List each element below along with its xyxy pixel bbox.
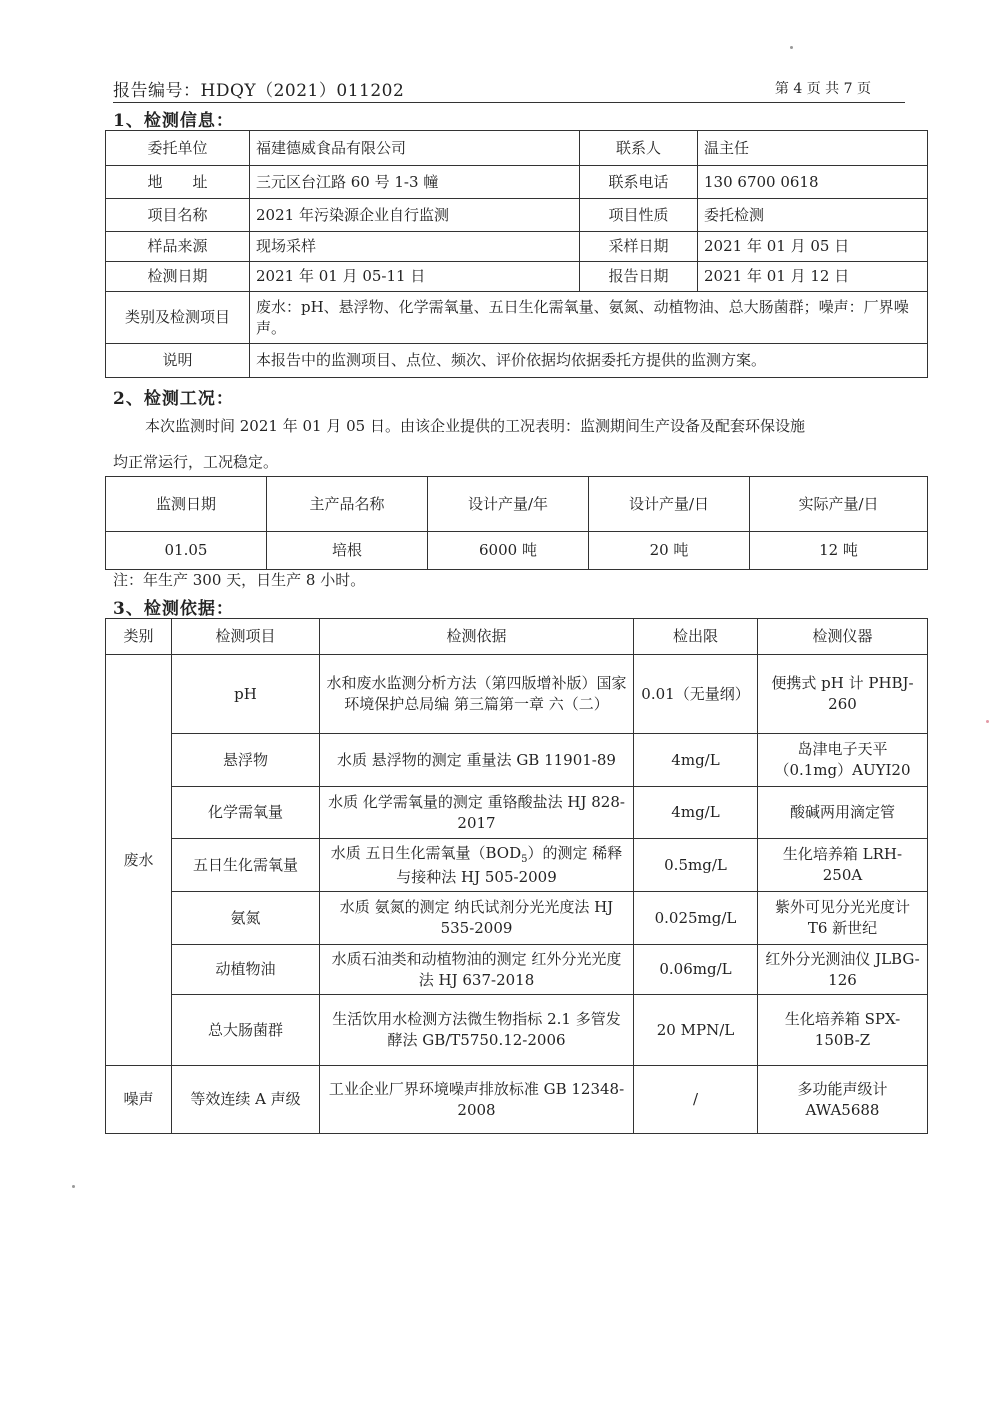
basis-instrument: 红外分光测油仪 JLBG-126 (758, 945, 928, 995)
basis-item: 总大肠菌群 (172, 995, 320, 1066)
production-header: 监测日期 (106, 477, 267, 532)
production-cell: 20 吨 (589, 532, 750, 570)
info-value: 2021 年 01 月 12 日 (698, 262, 928, 292)
info-label: 地 址 (106, 166, 250, 199)
info-label: 类别及检测项目 (106, 292, 250, 344)
basis-row (106, 892, 928, 945)
basis-header: 检出限 (634, 619, 758, 655)
info-value: 现场采样 (250, 232, 580, 262)
basis-row (106, 787, 928, 839)
info-row (106, 344, 928, 378)
bod-method-suffix: ）的测定 稀释与接种法 HJ 505-2009 (396, 843, 623, 886)
basis-item: 氨氮 (172, 892, 320, 945)
basis-limit: 20 MPN/L (634, 995, 758, 1066)
production-cell: 12 吨 (750, 532, 928, 570)
info-value: 温主任 (698, 131, 928, 166)
info-row (106, 262, 928, 292)
basis-instrument: 紫外可见分光光度计 T6 新世纪 (758, 892, 928, 945)
section-1-title: 1、检测信息： (113, 111, 234, 131)
info-row (106, 232, 928, 262)
basis-method: 水和废水监测分析方法（第四版增补版）国家环境保护总局编 第三篇第一章 六（二） (320, 655, 634, 734)
basis-method: 生活饮用水检测方法微生物指标 2.1 多管发酵法 GB/T5750.12-2006 (320, 995, 634, 1066)
info-label: 联系电话 (580, 166, 698, 199)
production-header: 实际产量/日 (750, 477, 928, 532)
basis-header: 检测依据 (320, 619, 634, 655)
basis-item: 化学需氧量 (172, 787, 320, 839)
page-indicator: 第 4 页 共 7 页 (774, 81, 871, 97)
production-cell: 培根 (267, 532, 428, 570)
info-row (106, 292, 928, 344)
basis-method: 水质 氨氮的测定 纳氏试剂分光光度法 HJ 535-2009 (320, 892, 634, 945)
production-header: 主产品名称 (267, 477, 428, 532)
scan-speck (72, 1185, 75, 1188)
basis-row (106, 655, 928, 734)
basis-row (106, 1066, 928, 1134)
basis-item: 悬浮物 (172, 734, 320, 787)
basis-item: 动植物油 (172, 945, 320, 995)
basis-row (106, 734, 928, 787)
info-label: 检测日期 (106, 262, 250, 292)
basis-method (320, 839, 634, 892)
production-header: 设计产量/日 (589, 477, 750, 532)
basis-row (106, 945, 928, 995)
basis-row (106, 995, 928, 1066)
condition-paragraph (113, 408, 913, 480)
basis-instrument: 酸碱两用滴定管 (758, 787, 928, 839)
info-value: 废水：pH、悬浮物、化学需氧量、五日生化需氧量、氨氮、动植物油、总大肠菌群；噪声：厂界噪声。 (250, 292, 928, 344)
info-label: 样品来源 (106, 232, 250, 262)
basis-instrument: 多功能声级计 AWA5688 (758, 1066, 928, 1134)
info-label: 说明 (106, 344, 250, 378)
basis-limit: 0.01（无量纲） (634, 655, 758, 734)
basis-limit: 4mg/L (634, 734, 758, 787)
production-cell: 6000 吨 (428, 532, 589, 570)
info-value: 2021 年 01 月 05 日 (698, 232, 928, 262)
info-value: 三元区台江路 60 号 1-3 幢 (250, 166, 580, 199)
bod-subscript: 5 (521, 853, 528, 865)
basis-method: 水质 化学需氧量的测定 重铬酸盐法 HJ 828-2017 (320, 787, 634, 839)
basis-method: 水质 悬浮物的测定 重量法 GB 11901-89 (320, 734, 634, 787)
production-cell: 01.05 (106, 532, 267, 570)
basis-category: 噪声 (106, 1066, 172, 1134)
info-row (106, 166, 928, 199)
info-value: 福建德威食品有限公司 (250, 131, 580, 166)
info-label: 项目名称 (106, 199, 250, 232)
info-label: 联系人 (580, 131, 698, 166)
basis-limit: / (634, 1066, 758, 1134)
basis-row (106, 839, 928, 892)
info-value: 委托检测 (698, 199, 928, 232)
info-label: 报告日期 (580, 262, 698, 292)
basis-instrument: 生化培养箱 SPX-150B-Z (758, 995, 928, 1066)
scan-speck (790, 46, 793, 49)
production-row (106, 532, 928, 570)
basis-limit: 0.5mg/L (634, 839, 758, 892)
basis-limit: 0.06mg/L (634, 945, 758, 995)
basis-item: 等效连续 A 声级 (172, 1066, 320, 1134)
basis-header: 检测项目 (172, 619, 320, 655)
basis-category: 废水 (106, 655, 172, 1066)
basis-header: 类别 (106, 619, 172, 655)
basis-instrument: 便携式 pH 计 PHBJ-260 (758, 655, 928, 734)
info-value: 2021 年污染源企业自行监测 (250, 199, 580, 232)
report-number: 报告编号：HDQY（2021）011202 (113, 81, 405, 101)
production-table (105, 476, 928, 570)
info-label: 委托单位 (106, 131, 250, 166)
basis-header-row (106, 619, 928, 655)
info-value: 2021 年 01 月 05-11 日 (250, 262, 580, 292)
info-row (106, 199, 928, 232)
basis-item: 五日生化需氧量 (172, 839, 320, 892)
section-3-title: 3、检测依据： (113, 599, 234, 619)
bod-method-prefix: 水质 五日生化需氧量（BOD (330, 843, 522, 862)
basis-item: pH (172, 655, 320, 734)
section-2-title: 2、检测工况： (113, 389, 234, 409)
basis-instrument: 岛津电子天平（0.1mg）AUYI20 (758, 734, 928, 787)
condition-line-2: 均正常运行，工况稳定。 (113, 453, 279, 471)
info-value: 130 6700 0618 (698, 166, 928, 199)
basis-instrument: 生化培养箱 LRH-250A (758, 839, 928, 892)
info-row (106, 131, 928, 166)
scan-speck (986, 720, 989, 723)
production-header: 设计产量/年 (428, 477, 589, 532)
basis-limit: 0.025mg/L (634, 892, 758, 945)
basis-header: 检测仪器 (758, 619, 928, 655)
basis-limit: 4mg/L (634, 787, 758, 839)
info-label: 采样日期 (580, 232, 698, 262)
page-header (113, 76, 905, 103)
info-label: 项目性质 (580, 199, 698, 232)
info-table (105, 130, 928, 378)
production-header-row (106, 477, 928, 532)
production-note: 注：年生产 300 天，日生产 8 小时。 (113, 571, 366, 589)
basis-method: 工业企业厂界环境噪声排放标准 GB 12348-2008 (320, 1066, 634, 1134)
condition-line-1: 本次监测时间 2021 年 01 月 05 日。由该企业提供的工况表明：监测期间生产设备及配套环保设施 (145, 417, 805, 435)
basis-table (105, 618, 928, 1134)
info-value: 本报告中的监测项目、点位、频次、评价依据均依据委托方提供的监测方案。 (250, 344, 928, 378)
basis-method: 水质石油类和动植物油的测定 红外分光光度法 HJ 637-2018 (320, 945, 634, 995)
